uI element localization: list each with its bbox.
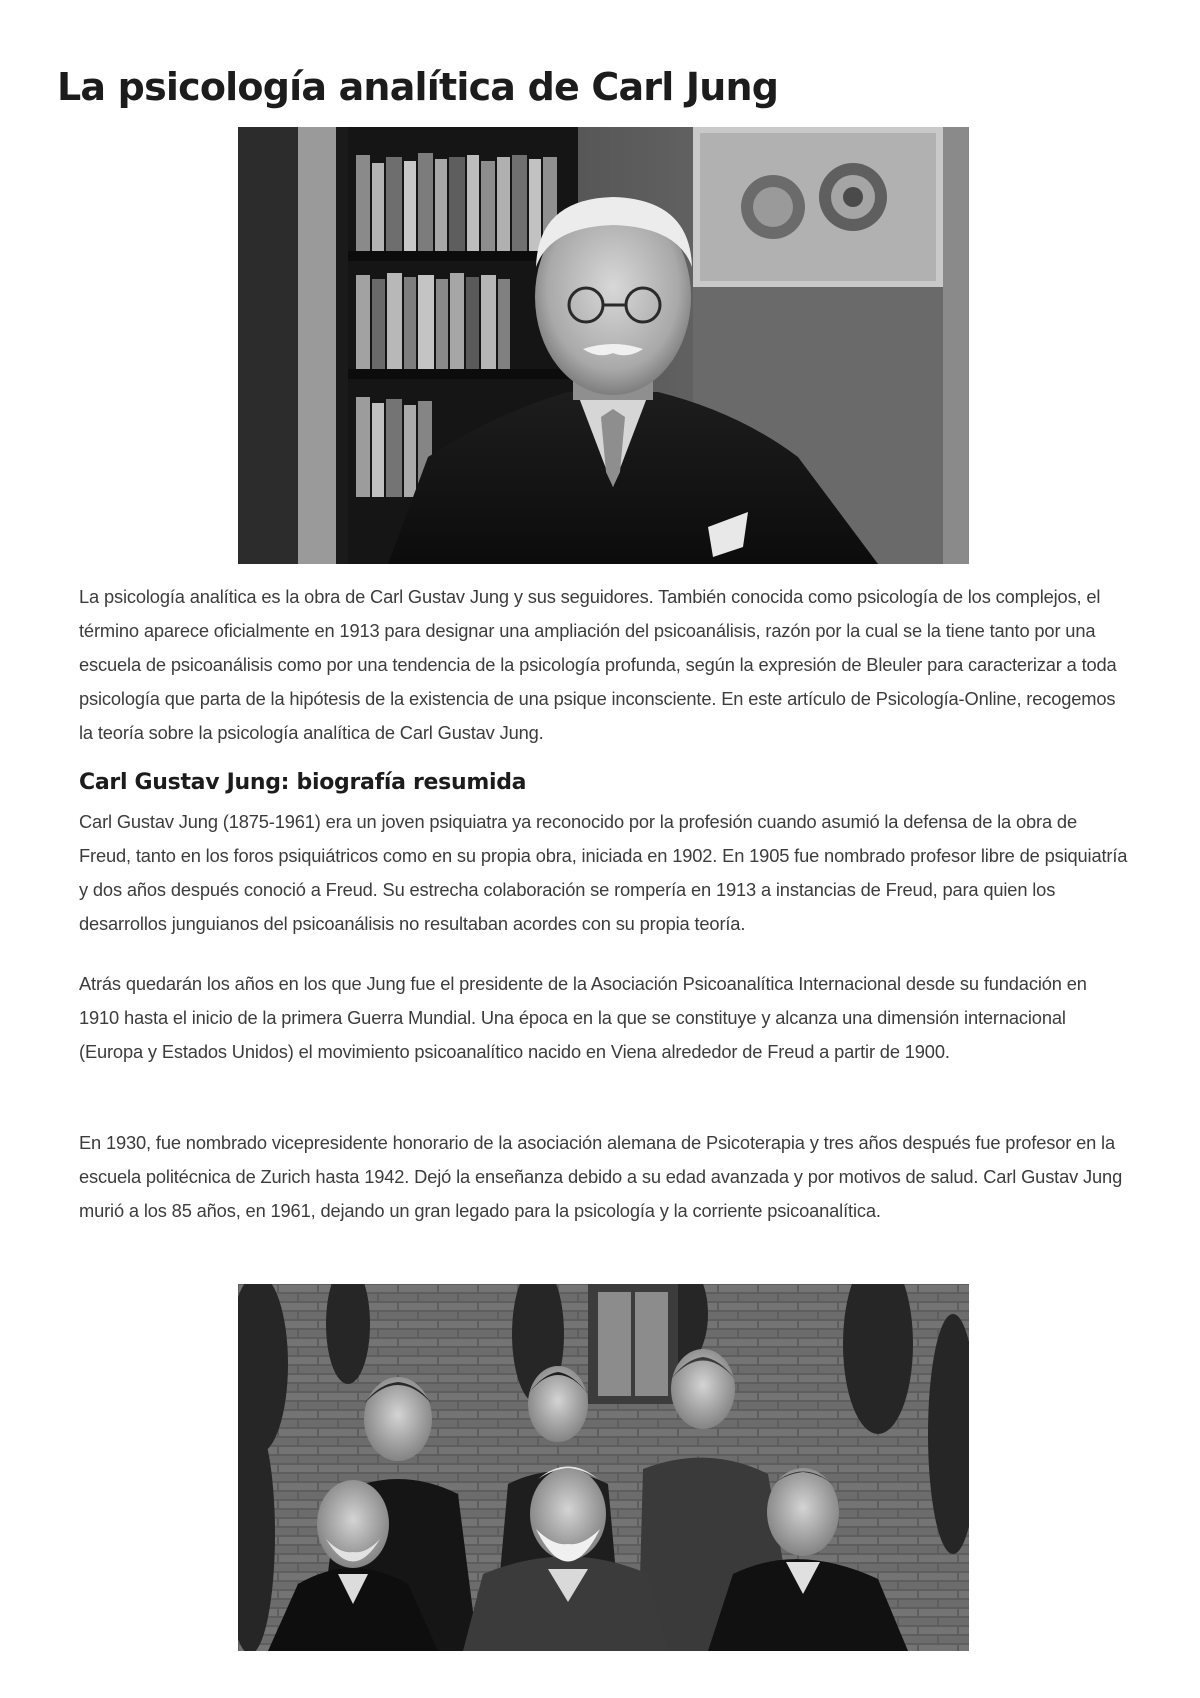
- intro-paragraph: La psicología analítica es la obra de Carl Gustav Jung y sus seguidores. También conocida como psicología de los complejos, el término aparece oficialmente en 1913 para designar una ampliación del psicoanálisis, razón por la cual se la tiene tanto por una escuela de psicoanálisis como por una tendencia de la psicología profunda, según la expresión de Bleuler para caracterizar a toda psicología que parta de la hipótesis de la existencia de una psique inconsciente. En este artículo de Psicología-Online, recogemos la teoría sobre la psicología analítica de Carl Gustav Jung.: [79, 586, 1117, 743]
- biography-paragraph-3: En 1930, fue nombrado vicepresidente honorario de la asociación alemana de Psicoterapia y tres años después fue profesor en la escuela politécnica de Zurich hasta 1942. Dejó la enseñanza debido a su edad avanzada y por motivos de salud. Carl Gustav Jung murió a los 85 años, en 1961, dejando un gran legado para la psicología y la corriente psicoanalítica.: [79, 1132, 1123, 1221]
- section-heading: Carl Gustav Jung: biografía resumida: [79, 770, 527, 795]
- group-photo: [238, 1284, 969, 1651]
- biography-paragraph-1: Carl Gustav Jung (1875-1961) era un joven psiquiatra ya reconocido por la profesión cuando asumió la defensa de la obra de Freud, tanto en los foros psiquiátricos como en su propia obra, iniciada en 1902. En 1905 fue nombrado profesor libre de psiquiatría y dos años después conoció a Freud. Su estrecha colaboración se rompería en 1913 a instancias de Freud, para quien los desarrollos junguianos del psicoanálisis no resultaban acordes con su propia teoría.: [79, 811, 1128, 934]
- portrait-photo-image: [238, 127, 969, 564]
- biography-paragraph-2: Atrás quedarán los años en los que Jung fue el presidente de la Asociación Psicoanalítica Internacional desde su fundación en 1910 hasta el inicio de la primera Guerra Mundial. Una época en la que se constituye y alcanza una dimensión internacional (Europa y Estados Unidos) el movimiento psicoanalítico nacido en Viena alrededor de Freud a partir de 1900.: [79, 973, 1087, 1062]
- article-title: La psicología analítica de Carl Jung: [57, 65, 779, 109]
- group-photo-image: [238, 1284, 969, 1651]
- portrait-photo: [238, 127, 969, 564]
